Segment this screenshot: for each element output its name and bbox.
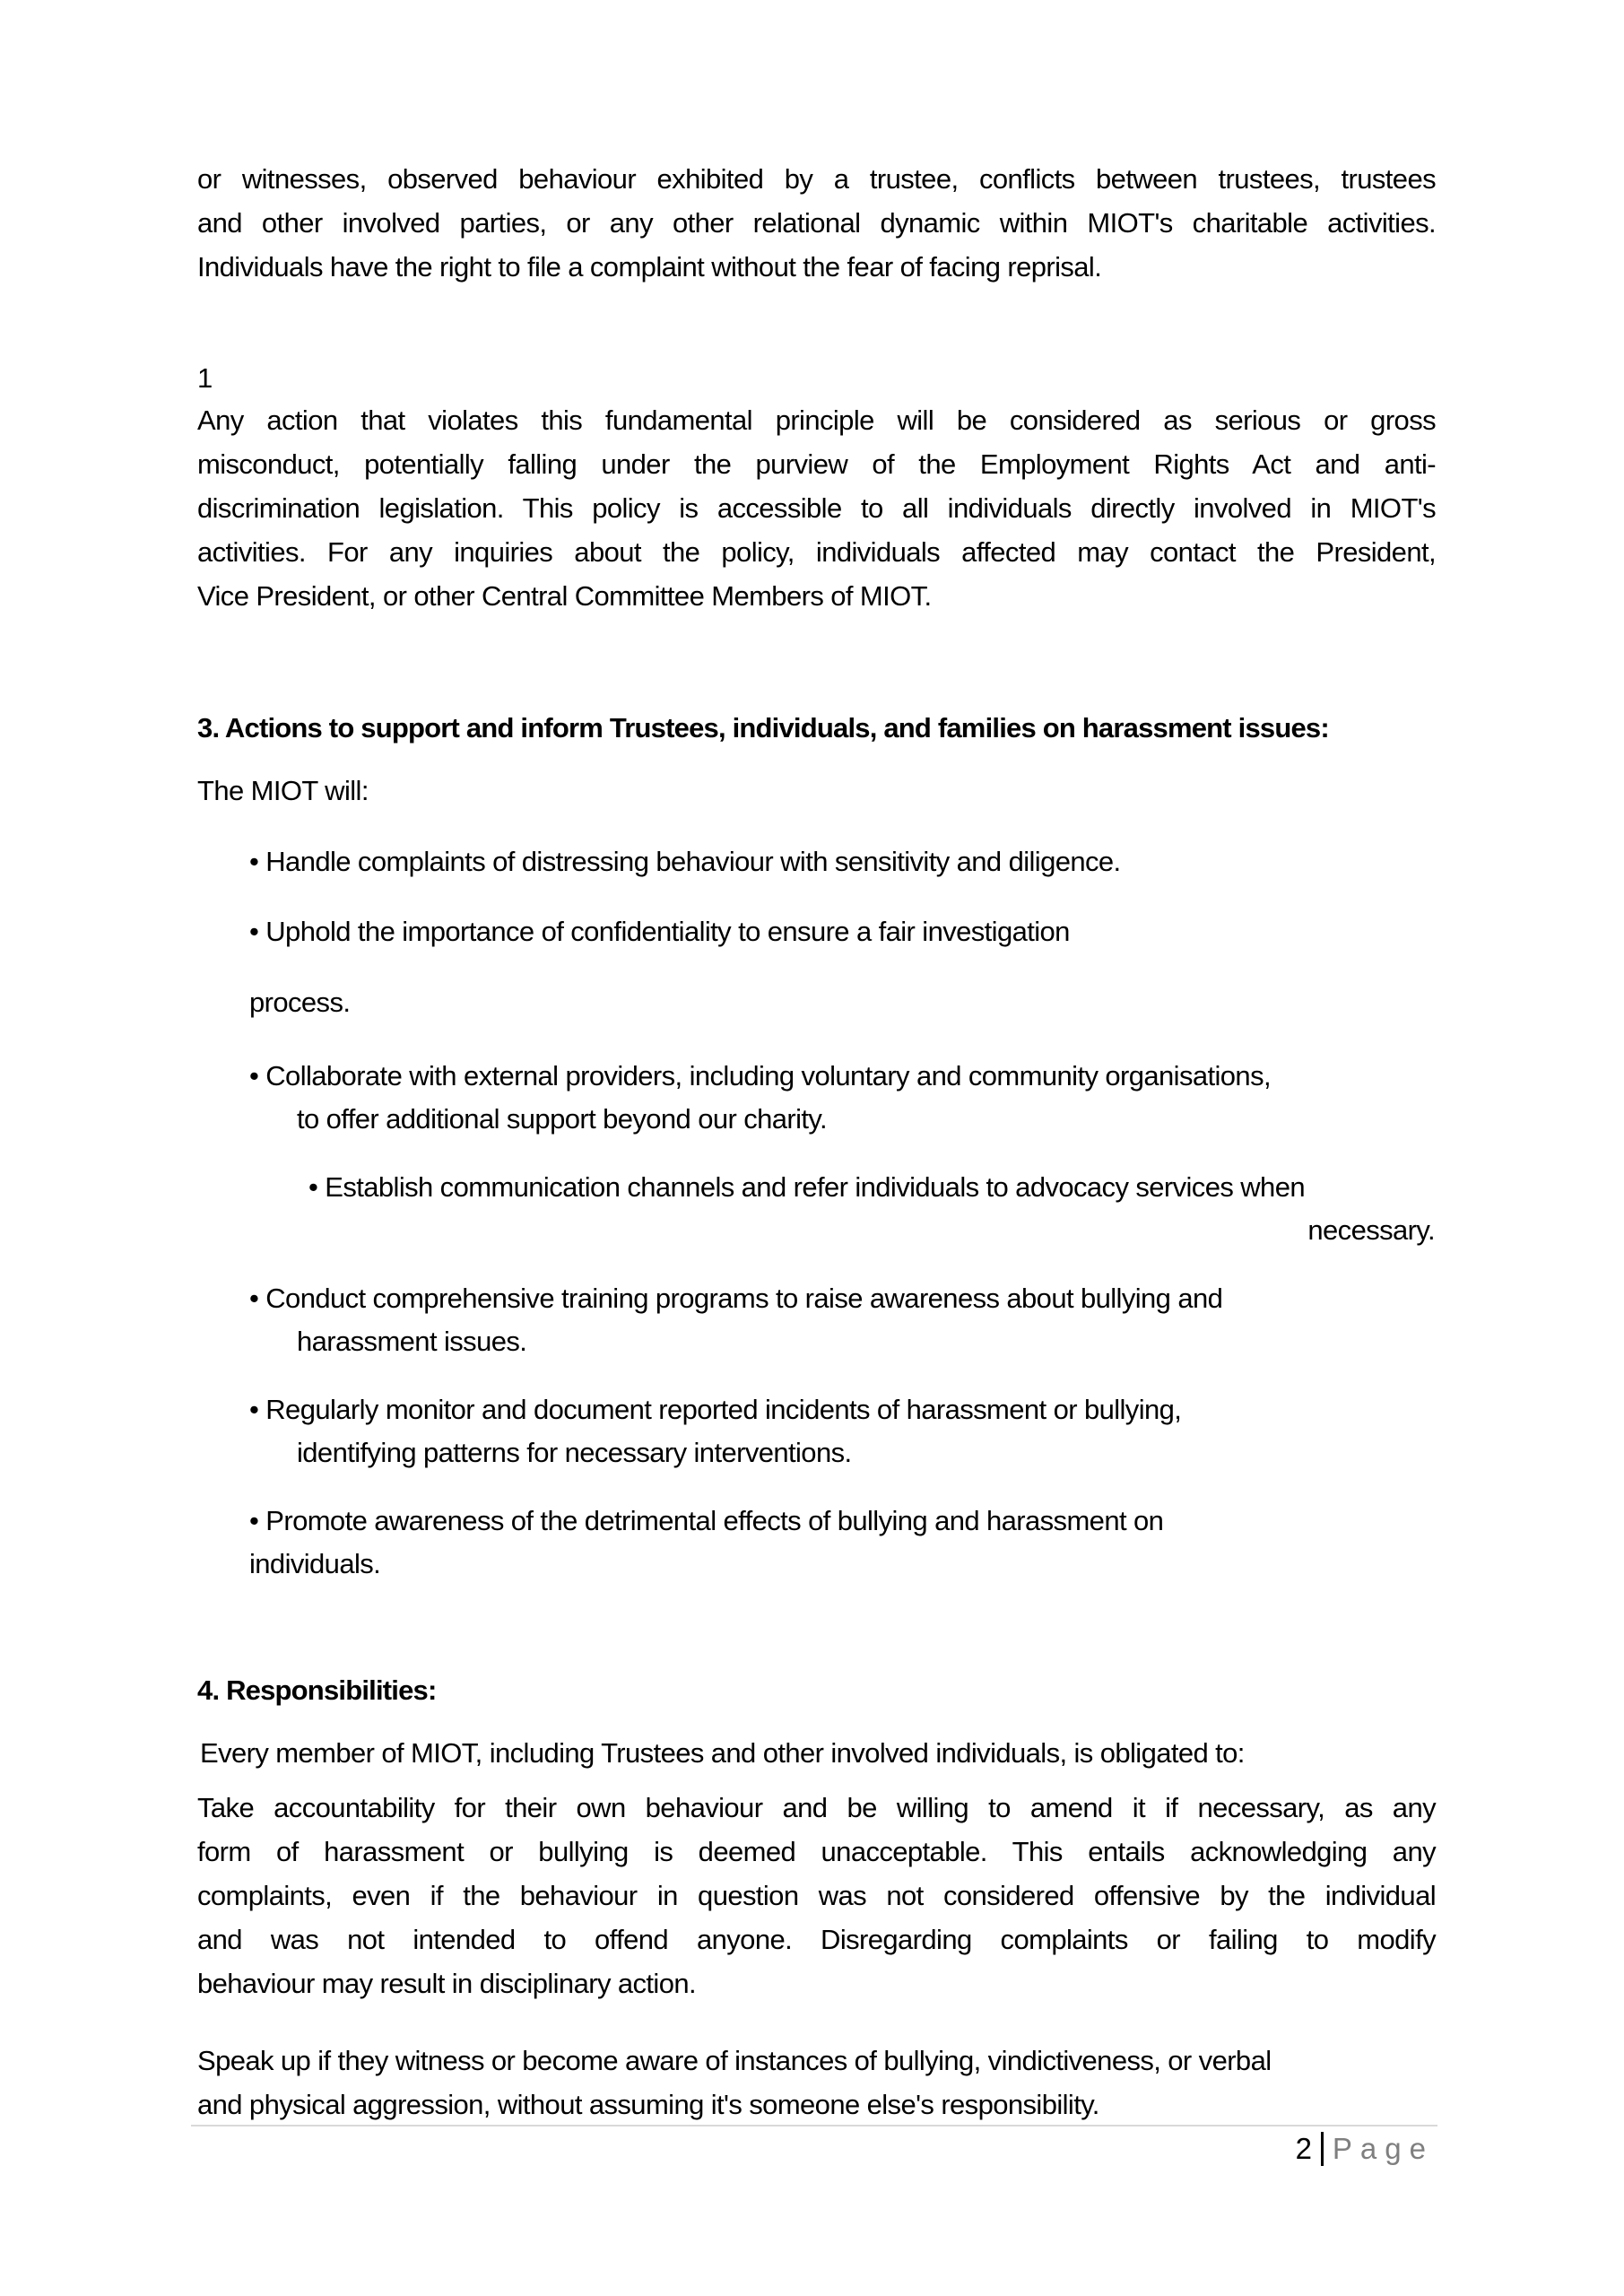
intro-paragraph-line: or witnesses, observed behaviour exhibited by a trustee, conflicts between trustees, trustees (197, 163, 1436, 195)
page-separator (1321, 2132, 1324, 2166)
bullet-item-handle-complaints: • Handle complaints of distressing behaviour with sensitivity and diligence. (249, 846, 1121, 877)
bullet-item-uphold-confidentiality-continued: process. (249, 987, 351, 1018)
bullet-item-monitor-incidents-continued: identifying patterns for necessary interventions. (297, 1437, 852, 1468)
accountability-paragraph-line: Take accountability for their own behaviour and be willing to amend it if necessary, as any (197, 1792, 1436, 1823)
bullet-item-uphold-confidentiality: • Uphold the importance of confidentiality to ensure a fair investigation (249, 916, 1070, 947)
misconduct-paragraph-line: activities. For any inquiries about the policy, individuals affected may contact the President, (197, 536, 1436, 568)
misconduct-paragraph-line: Vice President, or other Central Committee Members of MIOT. (197, 580, 932, 612)
bullet-item-establish-channels: • Establish communication channels and refer individuals to advocacy services when (308, 1171, 1305, 1203)
bullet-item-conduct-training: • Conduct comprehensive training programs to raise awareness about bullying and (249, 1283, 1223, 1314)
accountability-paragraph-line: and was not intended to offend anyone. Disregarding complaints or failing to modify (197, 1924, 1436, 1955)
section-4-intro: Every member of MIOT, including Trustees and other involved individuals, is obligated to: (200, 1737, 1245, 1769)
footnote-marker: 1 (197, 362, 213, 394)
accountability-paragraph-line: behaviour may result in disciplinary action. (197, 1968, 696, 1999)
intro-paragraph-line: Individuals have the right to file a complaint without the fear of facing reprisal. (197, 251, 1102, 283)
accountability-paragraph-line: form of harassment or bullying is deemed unacceptable. This entails acknowledging any (197, 1836, 1436, 1867)
speak-up-paragraph-line: Speak up if they witness or become aware of instances of bullying, vindictiveness, or verbal (197, 2045, 1272, 2076)
section-4-heading: 4. Responsibilities: (197, 1674, 437, 1706)
misconduct-paragraph-line: Any action that violates this fundamental principle will be considered as serious or gross (197, 404, 1436, 436)
bullet-item-collaborate: • Collaborate with external providers, including voluntary and community organisations, (249, 1060, 1271, 1091)
intro-paragraph-line: and other involved parties, or any other relational dynamic within MIOT's charitable activities. (197, 207, 1436, 239)
bullet-item-promote-awareness-continued: individuals. (249, 1548, 381, 1579)
page-number-footer (1296, 2131, 1434, 2167)
footer-divider (191, 2125, 1437, 2126)
bullet-item-monitor-incidents: • Regularly monitor and document reported incidents of harassment or bullying, (249, 1394, 1182, 1425)
section-3-heading: 3. Actions to support and inform Trustees, individuals, and families on harassment issues: (197, 712, 1329, 744)
misconduct-paragraph-line: discrimination legislation. This policy is accessible to all individuals directly involved in MIOT's (197, 492, 1436, 524)
accountability-paragraph-line: complaints, even if the behaviour in question was not considered offensive by the individual (197, 1880, 1436, 1911)
section-3-intro: The MIOT will: (197, 775, 369, 806)
page-label: Page (1332, 2132, 1434, 2165)
misconduct-paragraph-line: misconduct, potentially falling under the purview of the Employment Rights Act and anti- (197, 448, 1436, 480)
bullet-item-promote-awareness: • Promote awareness of the detrimental effects of bullying and harassment on (249, 1505, 1164, 1536)
bullet-item-conduct-training-continued: harassment issues. (297, 1326, 527, 1357)
page-number: 2 (1295, 2132, 1312, 2165)
speak-up-paragraph-line: and physical aggression, without assuming it's someone else's responsibility. (197, 2089, 1099, 2120)
bullet-item-collaborate-continued: to offer additional support beyond our charity. (297, 1103, 828, 1135)
bullet-item-establish-channels-continued: necessary. (1307, 1214, 1435, 1246)
